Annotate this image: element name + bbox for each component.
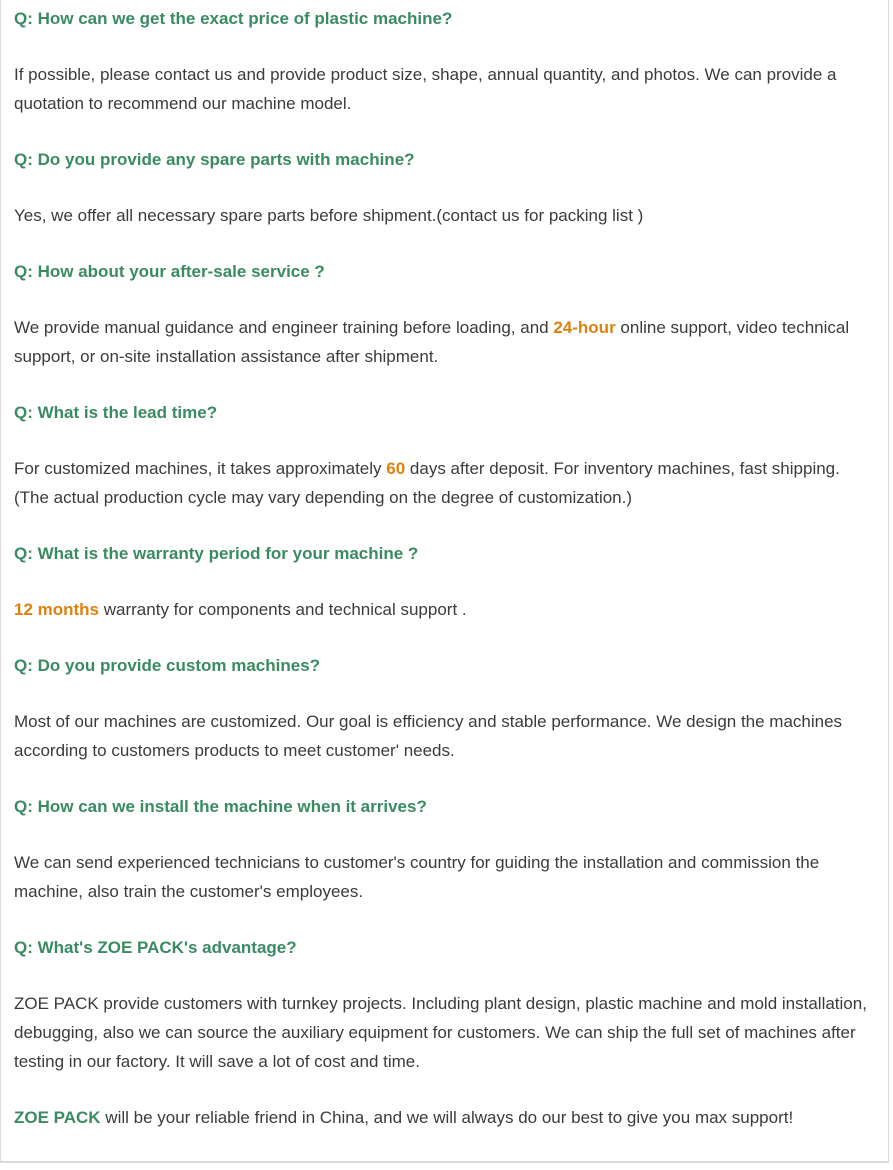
answer-text: If possible, please contact us and provide product size, shape, annual quantity, and photos. We can provide a quotation to recommend our machine model. — [14, 65, 837, 113]
answer-text: will be your reliable friend in China, and we will always do our best to give you max support! — [100, 1108, 794, 1127]
answer-text: For customized machines, it takes approximately — [14, 459, 387, 478]
brand-name: ZOE PACK — [14, 1108, 101, 1127]
faq-answer — [14, 201, 874, 230]
faq-answer — [14, 60, 874, 118]
answer-text: Most of our machines are customized. Our goal is efficiency and stable performance. We design the machines according to customers products to meet customer' needs. — [14, 712, 843, 760]
answer-text: days after deposit. For inventory machines, fast shipping. (The actual production cycle may vary depending on the degree of customization.) — [14, 459, 840, 507]
faq-question: Q: How about your after-sale service ? — [14, 262, 325, 281]
faq-answer — [14, 454, 874, 512]
highlight-text: 12 months — [14, 600, 100, 619]
faq-question: Q: Do you provide any spare parts with machine? — [14, 150, 415, 169]
answer-text: online support, video technical support, or on-site installation assistance after shipment. — [14, 318, 850, 366]
answer-text: warranty for components and technical support . — [99, 600, 467, 619]
faq-question: Q: What's ZOE PACK's advantage? — [14, 938, 297, 957]
faq-answer — [14, 595, 874, 624]
answer-text: We provide manual guidance and engineer training before loading, and — [14, 318, 554, 337]
faq-question: Q: How can we install the machine when it arrives? — [14, 797, 427, 816]
faq-question: Q: How can we get the exact price of plastic machine? — [14, 9, 453, 28]
faq-answer — [14, 989, 874, 1076]
highlight-text: 24-hour — [553, 318, 616, 337]
faq-answer — [14, 313, 874, 371]
closing-paragraph — [14, 1103, 874, 1132]
highlight-text: 60 — [386, 459, 406, 478]
answer-text: ZOE PACK provide customers with turnkey projects. Including plant design, plastic machine and mold installation, debugging, also we can source the auxiliary equipment for customers. We can ship the full set of machines after testing in our factory. It will save a lot of cost and time. — [14, 994, 867, 1071]
faq-answer — [14, 848, 874, 906]
faq-answer — [14, 707, 874, 765]
answer-text: Yes, we offer all necessary spare parts before shipment.(contact us for packing list ) — [14, 206, 644, 225]
faq-question: Q: What is the warranty period for your machine ? — [14, 544, 419, 563]
answer-text: We can send experienced technicians to customer's country for guiding the installation and commission the machine, also train the customer's employees. — [14, 853, 820, 901]
faq-question: Q: Do you provide custom machines? — [14, 656, 321, 675]
faq-content — [14, 4, 874, 1132]
faq-question: Q: What is the lead time? — [14, 403, 218, 422]
